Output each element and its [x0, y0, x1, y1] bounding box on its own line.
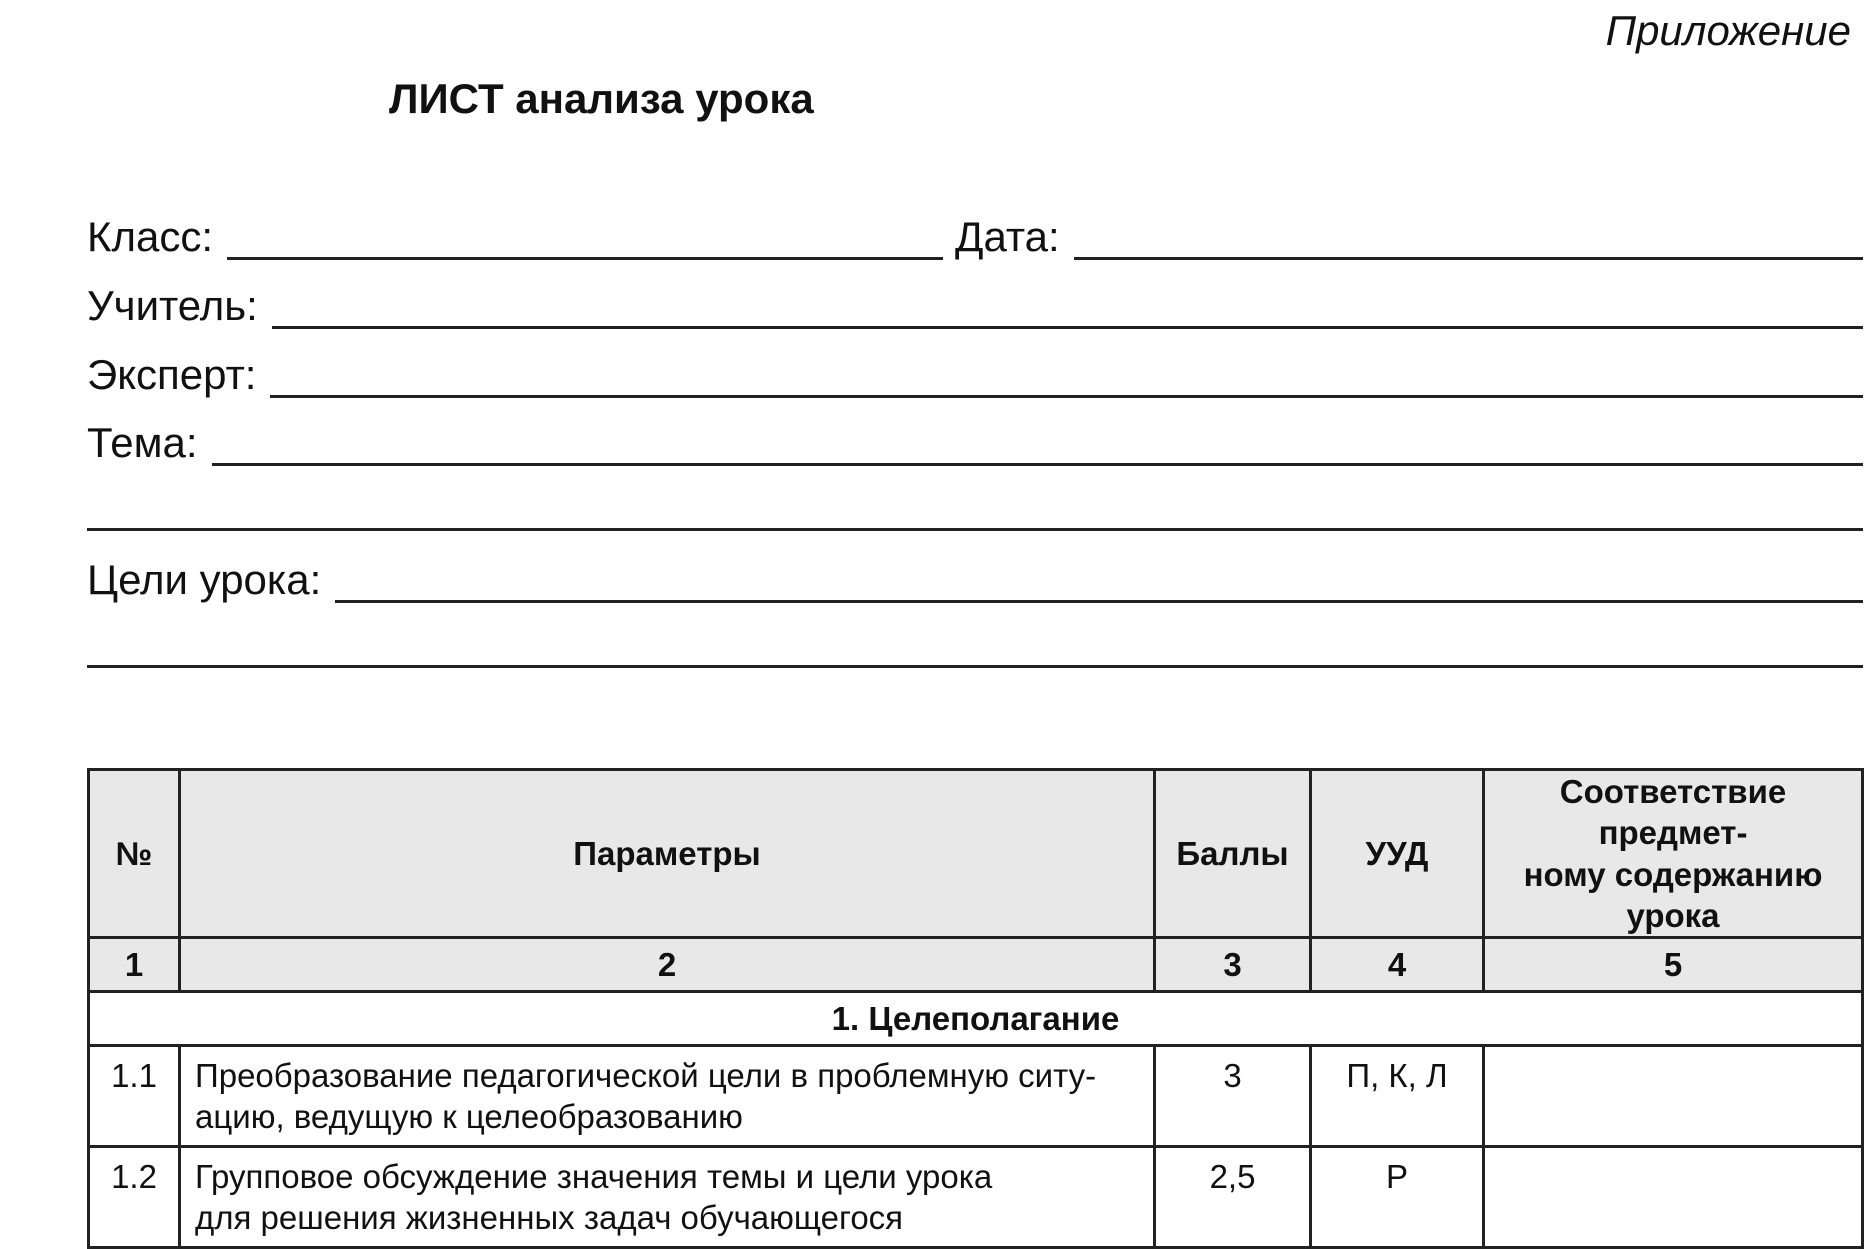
date-label: Дата: — [955, 213, 1060, 260]
topic-field-continuation[interactable] — [87, 528, 1863, 531]
row-parameter-line2: для решения жизненных задач обучающегося — [195, 1199, 904, 1237]
table-row — [89, 1147, 1863, 1248]
section-title: 1. Целеполагание — [89, 992, 1863, 1046]
row-parameter — [180, 1046, 1155, 1147]
page-title: ЛИСТ анализа урока — [389, 75, 814, 122]
row-parameter-line1: Преобразование педагогической цели в проблемную ситу- — [195, 1057, 1097, 1094]
goals-label: Цели урока: — [87, 556, 322, 603]
form-row-expert — [87, 342, 1863, 398]
header-parameters: Параметры — [180, 770, 1155, 938]
column-number-2: 2 — [180, 938, 1155, 992]
row-score: 2,5 — [1155, 1147, 1311, 1248]
teacher-label: Учитель: — [87, 282, 258, 329]
row-subject-match[interactable] — [1484, 1046, 1863, 1147]
header-subject-match — [1484, 770, 1863, 938]
row-uud: Р — [1311, 1147, 1484, 1248]
topic-field[interactable] — [212, 462, 1863, 466]
form-row-topic — [87, 410, 1863, 466]
expert-label: Эксперт: — [87, 351, 257, 398]
row-parameter-line1: Групповое обсуждение значения темы и цели урока — [195, 1158, 993, 1195]
header-subject-match-line1: Соответствие предмет- — [1559, 773, 1787, 852]
topic-label: Тема: — [87, 419, 198, 466]
column-number-4: 4 — [1311, 938, 1484, 992]
header-uud: УУД — [1311, 770, 1484, 938]
class-field[interactable] — [227, 256, 943, 260]
goals-field-continuation[interactable] — [87, 665, 1863, 668]
row-parameter-line2: ацию, ведущую к целеобразованию — [195, 1098, 743, 1136]
row-uud: П, К, Л — [1311, 1046, 1484, 1147]
column-number-1: 1 — [89, 938, 180, 992]
row-subject-match[interactable] — [1484, 1147, 1863, 1248]
analysis-table — [87, 768, 1864, 1249]
row-score: 3 — [1155, 1046, 1311, 1147]
header-number: № — [89, 770, 180, 938]
header-score: Баллы — [1155, 770, 1311, 938]
date-field[interactable] — [1074, 256, 1863, 260]
appendix-label: Приложение — [1605, 7, 1851, 54]
goals-field[interactable] — [335, 599, 1863, 603]
column-number-3: 3 — [1155, 938, 1311, 992]
header-subject-match-line2: ному содержанию урока — [1523, 855, 1823, 934]
form-row-class-date — [87, 204, 1863, 260]
form-row-goals — [87, 547, 1863, 603]
teacher-field[interactable] — [272, 325, 1863, 329]
section-row — [89, 992, 1863, 1046]
row-number: 1.2 — [89, 1147, 180, 1248]
column-number-row — [89, 938, 1863, 992]
table-header-row — [89, 770, 1863, 938]
row-number: 1.1 — [89, 1046, 180, 1147]
class-label: Класс: — [87, 213, 213, 260]
expert-field[interactable] — [270, 394, 1863, 398]
column-number-5: 5 — [1484, 938, 1863, 992]
row-parameter — [180, 1147, 1155, 1248]
table-row — [89, 1046, 1863, 1147]
form-row-teacher — [87, 273, 1863, 329]
